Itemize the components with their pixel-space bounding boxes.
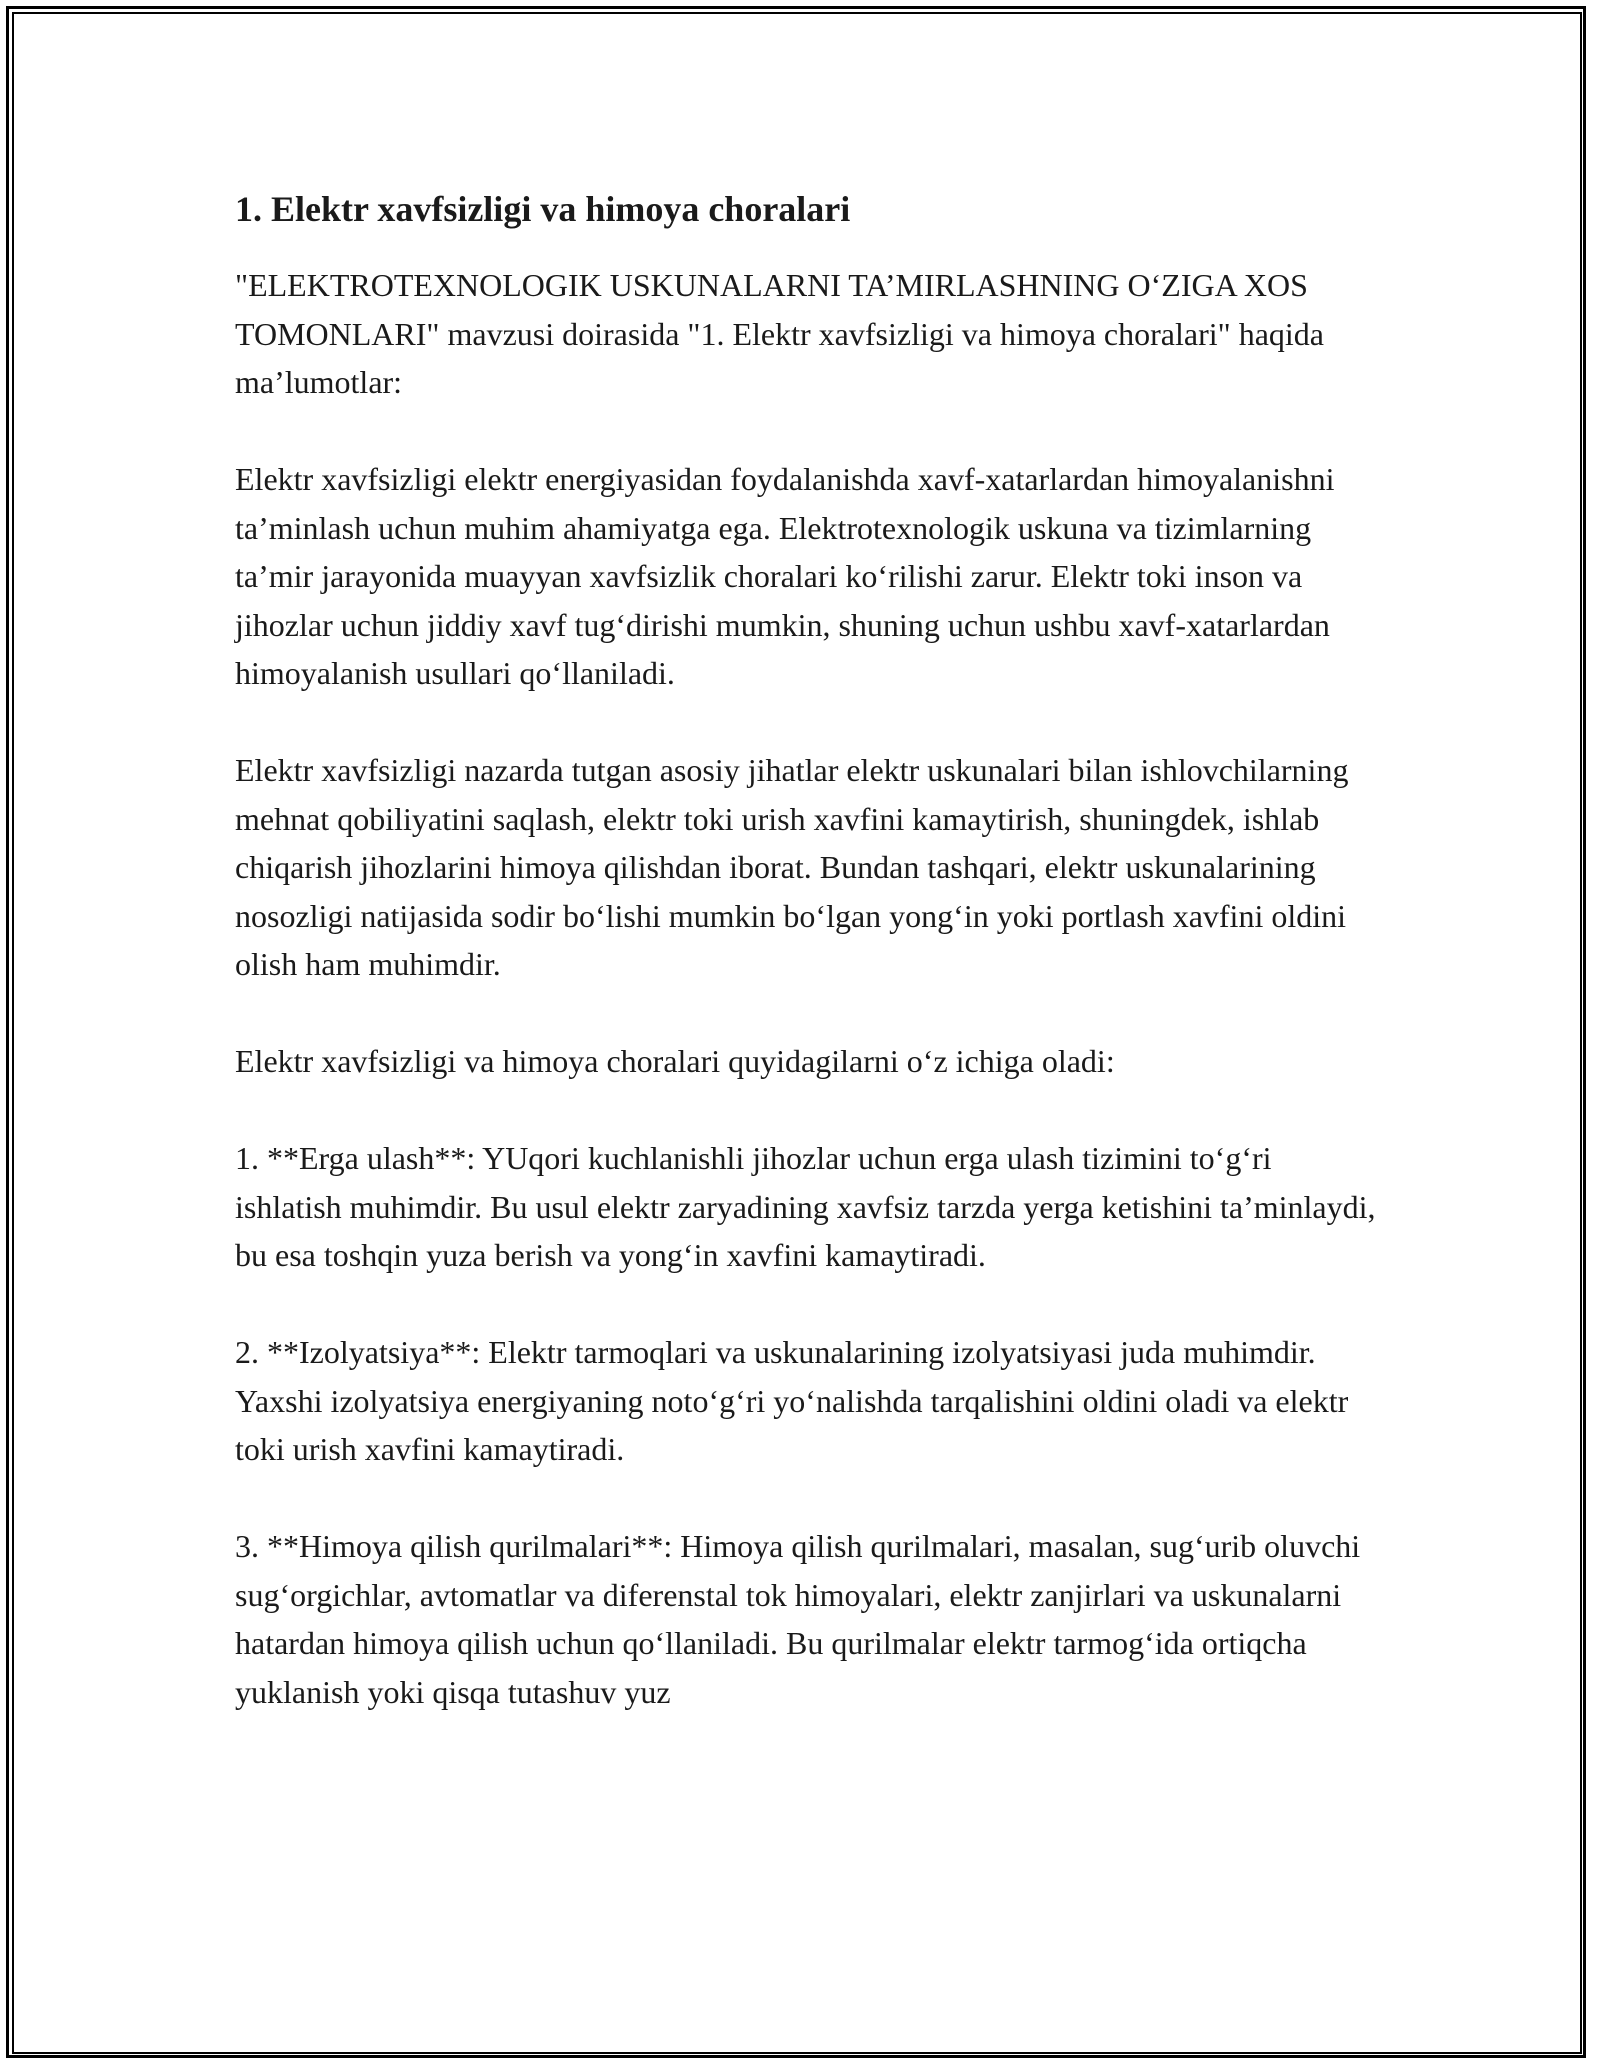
- paragraph-intro: "ELEKTROTEXNOLOGIK USKUNALARNI TA’MIRLASHNING O‘ZIGA XOS TOMONLARI" mavzusi doirasida "1. Elektr xavfsizligi va himoya choralari" haqida ma’lumotlar:: [235, 267, 1324, 401]
- paragraph-list-intro: Elektr xavfsizligi va himoya choralari quyidagilarni o‘z ichiga oladi:: [235, 1043, 1115, 1080]
- list-item-grounding: 1. **Erga ulash**: YUqori kuchlanishli jihozlar uchun erga ulash tizimini to‘g‘ri ishlatish muhimdir. Bu usul elektr zaryadining xavfsiz tarzda yerga ketishini ta’minlaydi, bu esa toshqin yuza berish va yong‘in xavfini kamaytiradi.: [235, 1140, 1376, 1274]
- list-item-insulation: 2. **Izolyatsiya**: Elektr tarmoqlari va uskunalarining izolyatsiyasi juda muhimdir. Yaxshi izolyatsiya energiyaning noto‘g‘ri yo‘nalishda tarqalishini oldini oladi va elektr toki urish xavfini kamaytiradi.: [235, 1334, 1349, 1468]
- paragraph-overview: Elektr xavfsizligi elektr energiyasidan foydalanishda xavf-xatarlardan himoyalanishni ta’minlash uchun muhim ahamiyatga ega. Elektrotexnologik uskuna va tizimlarning ta’mir jarayonida muayyan xavfsizlik choralari ko‘rilishi zarur. Elektr toki inson va jihozlar uchun jiddiy xavf tug‘dirishi mumkin, shuning uchun ushbu xavf-xatarlardan himoyalanish usullari qo‘llaniladi.: [235, 461, 1335, 692]
- document-body: [235, 180, 1385, 1716]
- list-item-protection-devices: 3. **Himoya qilish qurilmalari**: Himoya qilish qurilmalari, masalan, sug‘urib oluvchi sug‘orgichlar, avtomatlar va diferenstal tok himoyalari, elektr zanjirlari va uskunalarni hatardan himoya qilish uchun qo‘llaniladi. Bu qurilmalar elektr tarmog‘ida ortiqcha yuklanish yoki qisqa tutashuv yuz: [235, 1528, 1361, 1710]
- paragraph-aspects: Elektr xavfsizligi nazarda tutgan asosiy jihatlar elektr uskunalari bilan ishlovchilarning mehnat qobiliyatini saqlash, elektr toki urish xavfini kamaytirish, shuningdek, ishlab chiqarish jihozlarini himoya qilishdan iborat. Bundan tashqari, elektr uskunalarining nosozligi natijasida sodir bo‘lishi mumkin bo‘lgan yong‘in yoki portlash xavfini oldini olish ham muhimdir.: [235, 752, 1349, 983]
- section-heading: 1. Elektr xavfsizligi va himoya choralari: [235, 189, 851, 229]
